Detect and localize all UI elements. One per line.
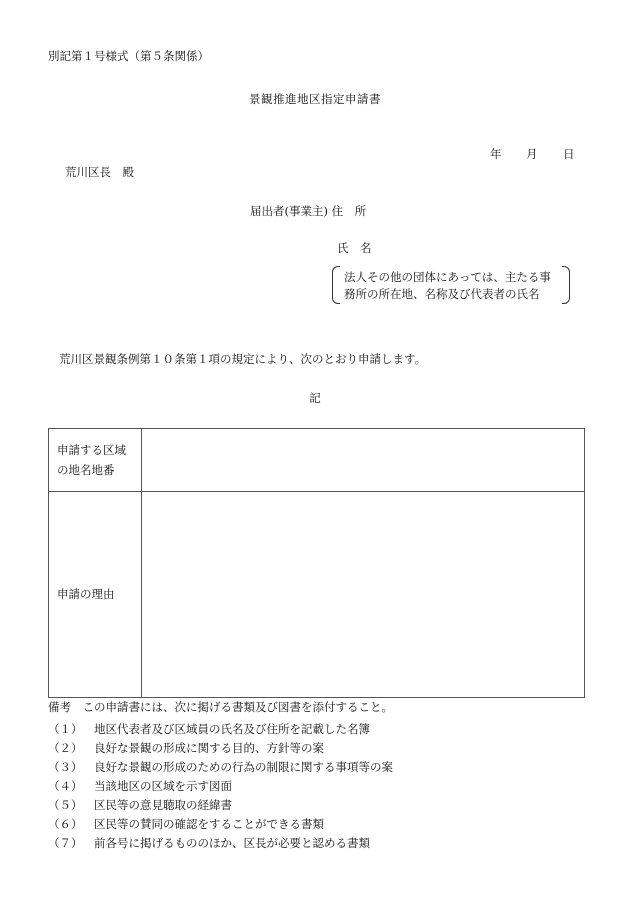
note-text: 当該地区の区域を示す図面: [94, 778, 232, 793]
note-item: [48, 833, 393, 852]
corporate-note-bracket: [332, 266, 570, 304]
note-item: [48, 719, 393, 738]
reason-input-cell[interactable]: [142, 492, 585, 698]
area-input-cell[interactable]: [142, 429, 585, 492]
label-char: 地: [68, 463, 80, 477]
ki-heading: 記: [309, 391, 321, 405]
table-row-area: [49, 429, 585, 492]
label-char: 名: [80, 463, 92, 477]
label-char: 地: [91, 463, 103, 477]
note-number: （６）: [48, 816, 83, 831]
note-number: （３）: [48, 759, 83, 774]
note-number: （１）: [48, 721, 83, 736]
note-number: （５）: [48, 797, 83, 812]
date-month: 月: [526, 147, 538, 161]
corporate-note-line-2: 務所の所在地、名称及び代表者の氏名: [344, 286, 540, 301]
body-statement: 荒川区景観条例第１０条第１項の規定により、次のとおり申請します。: [59, 352, 427, 366]
notes-section: [48, 699, 393, 852]
table-row-reason: [49, 492, 585, 698]
reason-label-cell: [49, 492, 142, 698]
note-text: 良好な景観の形成に関する目的、方針等の案: [94, 740, 324, 755]
label-char: の: [80, 587, 92, 602]
note-number: （７）: [48, 835, 83, 850]
date-day: 日: [563, 147, 575, 161]
document-title: 景観推進地区指定申請書: [249, 92, 381, 106]
applicant-address-label: 届出者(事業主) 住 所: [250, 204, 367, 218]
date-year: 年: [490, 147, 502, 161]
area-label-cell: [49, 429, 142, 492]
notes-heading: 備考 この申請書には、次に掲げる書類及び図書を添付すること。: [48, 700, 393, 714]
note-text: 前各号に掲げるもののほか、区長が必要と認める書類: [94, 835, 370, 850]
note-text: 良好な景観の形成のための行為の制限に関する事項等の案: [94, 759, 393, 774]
note-item: [48, 776, 393, 795]
label-char: 番: [103, 463, 115, 477]
area-label-line-1: 申請する区域: [57, 442, 126, 457]
note-item: [48, 795, 393, 814]
application-table: [48, 428, 585, 698]
note-item: [48, 757, 393, 776]
note-number: （２）: [48, 740, 83, 755]
label-char: 由: [103, 587, 115, 602]
note-text: 区民等の意見聴取の経緯書: [94, 797, 232, 812]
label-char: 請: [68, 587, 80, 602]
applicant-name-label: 氏 名: [337, 241, 372, 255]
note-number: （４）: [48, 778, 83, 793]
corporate-note: [344, 269, 551, 302]
note-item: [48, 738, 393, 757]
corporate-note-line-1: 法人その他の団体にあっては、主たる事: [344, 270, 551, 284]
area-label-line-2: [57, 460, 131, 480]
note-item: [48, 814, 393, 833]
note-text: 区民等の賛同の確認をすることができる書類: [94, 816, 324, 831]
label-char: の: [57, 463, 69, 477]
notes-list: [48, 719, 393, 852]
label-char: 申: [57, 587, 69, 602]
reason-label: [57, 584, 131, 604]
note-text: 地区代表者及び区域員の氏名及び住所を記載した名簿: [94, 721, 370, 736]
bracket-left: [332, 266, 340, 304]
form-number: 別記第１号様式（第５条関係）: [48, 49, 209, 63]
addressee: 荒川区長 殿: [65, 165, 134, 179]
label-char: 理: [91, 587, 103, 602]
bracket-right: [562, 266, 570, 304]
